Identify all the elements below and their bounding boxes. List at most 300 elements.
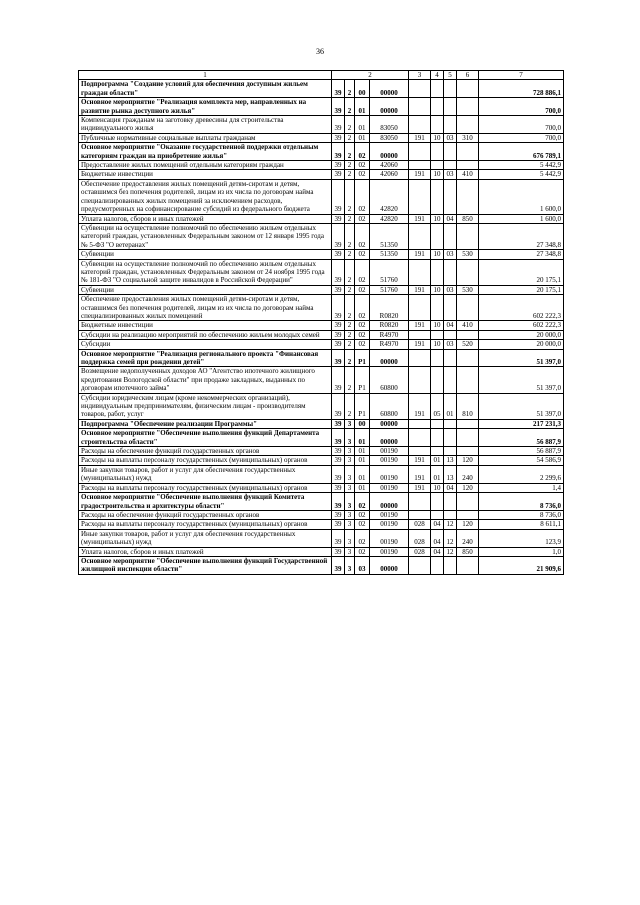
row-code-cell: 00190	[370, 465, 409, 483]
row-sum-cell: 700,0	[479, 98, 564, 116]
row-code-cell: 850	[457, 547, 479, 556]
row-code-cell: 191	[409, 465, 431, 483]
row-name-cell: Возмещение недополученных доходов АО "Агентство ипотечного жилищного кредитования Вологодской области" при продаже закладных, выданных по договорам ипотечного займа"	[79, 367, 332, 393]
row-code-cell	[431, 447, 444, 456]
row-code-cell: 39	[332, 465, 345, 483]
table-row	[79, 250, 564, 259]
row-code-cell	[431, 429, 444, 447]
row-code-cell: 39	[332, 250, 345, 259]
row-sum-cell: 728 886,1	[479, 80, 564, 98]
table-row	[79, 259, 564, 285]
row-sum-cell: 700,0	[479, 116, 564, 134]
row-code-cell	[431, 80, 444, 98]
header-cell: 2	[332, 71, 409, 80]
table-row	[79, 456, 564, 465]
row-code-cell: 2	[345, 80, 355, 98]
row-code-cell	[409, 98, 431, 116]
row-code-cell: 02	[355, 179, 370, 214]
row-code-cell: R4970	[370, 340, 409, 349]
row-name-cell: Расходы на выплаты персоналу государственных (муниципальных) органов	[79, 483, 332, 492]
row-code-cell: 02	[355, 520, 370, 529]
row-sum-cell: 5 442,9	[479, 161, 564, 170]
row-code-cell: 02	[355, 321, 370, 330]
row-name-cell: Предоставление жилых помещений отдельным категориям граждан	[79, 161, 332, 170]
row-name-cell: Обеспечение предоставления жилых помещений детям-сиротам и детям, оставшимся без попечения родителей, лицам из их числа по договорам найма специализированных жилых помещений за исключением расходов, предусмотренных на софинансирование субсидий из федерального бюджета	[79, 179, 332, 214]
row-code-cell: 191	[409, 133, 431, 142]
budget-table	[78, 70, 564, 575]
row-code-cell: 02	[355, 223, 370, 249]
row-code-cell: 03	[444, 250, 457, 259]
row-code-cell	[431, 556, 444, 574]
row-code-cell	[444, 80, 457, 98]
row-code-cell: 2	[345, 214, 355, 223]
row-code-cell	[431, 493, 444, 511]
table-body	[79, 80, 564, 574]
table-row	[79, 133, 564, 142]
row-code-cell: 39	[332, 510, 345, 519]
row-code-cell	[409, 556, 431, 574]
row-name-cell: Компенсация гражданам на заготовку древесины для строительства индивидуального жилья	[79, 116, 332, 134]
row-code-cell: 00000	[370, 98, 409, 116]
row-code-cell: 3	[345, 465, 355, 483]
row-code-cell	[409, 447, 431, 456]
row-code-cell: 51760	[370, 285, 409, 294]
row-code-cell	[431, 223, 444, 249]
table-row	[79, 214, 564, 223]
row-code-cell: 39	[332, 340, 345, 349]
row-code-cell	[409, 493, 431, 511]
row-code-cell: 02	[355, 143, 370, 161]
row-code-cell	[431, 161, 444, 170]
table-row	[79, 170, 564, 179]
row-code-cell	[444, 493, 457, 511]
row-sum-cell: 8 611,1	[479, 520, 564, 529]
row-code-cell: 240	[457, 529, 479, 547]
row-code-cell: 39	[332, 419, 345, 428]
row-code-cell: 10	[431, 250, 444, 259]
row-code-cell: 2	[345, 143, 355, 161]
row-code-cell: 00190	[370, 510, 409, 519]
row-code-cell	[457, 80, 479, 98]
row-sum-cell: 676 789,1	[479, 143, 564, 161]
row-name-cell: Основное мероприятие "Обеспечение выполнения функций Комитета градостроительства и архитектуры области"	[79, 493, 332, 511]
table-row	[79, 285, 564, 294]
row-name-cell: Расходы на обеспечение функций государственных органов	[79, 447, 332, 456]
row-code-cell: 2	[345, 179, 355, 214]
table-row	[79, 510, 564, 519]
row-code-cell: 10	[431, 321, 444, 330]
row-code-cell: 03	[444, 340, 457, 349]
row-code-cell: 00000	[370, 429, 409, 447]
row-code-cell: 2	[345, 285, 355, 294]
row-code-cell: 04	[431, 529, 444, 547]
row-code-cell: 03	[444, 133, 457, 142]
row-code-cell: 2	[345, 295, 355, 321]
row-code-cell: 39	[332, 161, 345, 170]
row-code-cell	[457, 419, 479, 428]
row-name-cell: Субсидии на реализацию мероприятий по обеспечению жильем молодых семей	[79, 330, 332, 339]
row-code-cell: 03	[444, 285, 457, 294]
row-sum-cell: 5 442,9	[479, 170, 564, 179]
row-code-cell: 00190	[370, 529, 409, 547]
table-row	[79, 367, 564, 393]
row-code-cell	[444, 179, 457, 214]
row-code-cell: 3	[345, 447, 355, 456]
row-code-cell	[431, 143, 444, 161]
row-name-cell: Субсидии юридическим лицам (кроме некоммерческих организаций), индивидуальным предпринимателям, физическим лицам - производителям товаров, работ, услуг	[79, 393, 332, 419]
row-code-cell: 39	[332, 98, 345, 116]
row-code-cell: 810	[457, 393, 479, 419]
row-code-cell: 01	[355, 429, 370, 447]
row-code-cell	[457, 429, 479, 447]
table-row	[79, 447, 564, 456]
row-code-cell: 3	[345, 456, 355, 465]
row-code-cell: R0820	[370, 321, 409, 330]
row-code-cell: 2	[345, 330, 355, 339]
row-code-cell: 2	[345, 116, 355, 134]
row-code-cell: 04	[444, 321, 457, 330]
row-code-cell: 00	[355, 419, 370, 428]
row-code-cell	[431, 116, 444, 134]
table-row	[79, 223, 564, 249]
row-code-cell: 120	[457, 520, 479, 529]
row-name-cell: Субсидии	[79, 340, 332, 349]
row-code-cell: 2	[345, 367, 355, 393]
row-code-cell: 02	[355, 295, 370, 321]
table-row	[79, 295, 564, 321]
row-sum-cell: 8 736,0	[479, 493, 564, 511]
row-code-cell	[444, 116, 457, 134]
row-code-cell: 39	[332, 367, 345, 393]
row-code-cell: 191	[409, 285, 431, 294]
row-code-cell	[409, 367, 431, 393]
row-sum-cell: 21 909,6	[479, 556, 564, 574]
row-code-cell: 42060	[370, 170, 409, 179]
row-code-cell: 39	[332, 349, 345, 367]
row-code-cell: 00000	[370, 493, 409, 511]
row-code-cell: 028	[409, 520, 431, 529]
row-code-cell: 191	[409, 321, 431, 330]
row-code-cell: 120	[457, 456, 479, 465]
row-code-cell: 05	[431, 393, 444, 419]
row-sum-cell: 51 397,0	[479, 349, 564, 367]
row-code-cell: 01	[355, 133, 370, 142]
row-sum-cell: 20 000,0	[479, 330, 564, 339]
row-code-cell: 310	[457, 133, 479, 142]
row-code-cell	[444, 98, 457, 116]
row-code-cell: 02	[355, 161, 370, 170]
row-code-cell: 03	[355, 556, 370, 574]
row-code-cell: 191	[409, 250, 431, 259]
row-name-cell: Иные закупки товаров, работ и услуг для обеспечения государственных (муниципальных) нужд	[79, 465, 332, 483]
row-code-cell: 10	[431, 214, 444, 223]
row-code-cell: 39	[332, 295, 345, 321]
row-code-cell: 39	[332, 321, 345, 330]
row-sum-cell: 602 222,3	[479, 321, 564, 330]
row-code-cell: 39	[332, 556, 345, 574]
header-cell: 1	[79, 71, 332, 80]
row-code-cell: 00000	[370, 349, 409, 367]
row-code-cell: 191	[409, 170, 431, 179]
table-row	[79, 529, 564, 547]
row-code-cell	[431, 367, 444, 393]
row-code-cell: 02	[355, 493, 370, 511]
row-code-cell	[444, 349, 457, 367]
row-code-cell: 04	[444, 483, 457, 492]
row-code-cell	[457, 259, 479, 285]
row-code-cell: 3	[345, 520, 355, 529]
row-code-cell: 39	[332, 429, 345, 447]
table-row	[79, 547, 564, 556]
row-code-cell	[457, 223, 479, 249]
row-code-cell: 00190	[370, 547, 409, 556]
row-code-cell: 410	[457, 321, 479, 330]
row-code-cell: 3	[345, 556, 355, 574]
row-code-cell: 01	[444, 393, 457, 419]
row-name-cell: Бюджетные инвестиции	[79, 321, 332, 330]
row-code-cell: 51350	[370, 223, 409, 249]
row-code-cell	[409, 419, 431, 428]
table-row	[79, 483, 564, 492]
row-code-cell: R4970	[370, 330, 409, 339]
row-code-cell	[457, 367, 479, 393]
row-code-cell	[409, 295, 431, 321]
row-code-cell: P1	[355, 349, 370, 367]
row-code-cell: 12	[444, 520, 457, 529]
row-code-cell: 02	[355, 529, 370, 547]
row-code-cell: 04	[431, 520, 444, 529]
row-code-cell: 191	[409, 456, 431, 465]
row-code-cell	[444, 447, 457, 456]
row-code-cell: 12	[444, 529, 457, 547]
row-name-cell: Обеспечение предоставления жилых помещений детям-сиротам и детям, оставшимся без попечения родителей, лицам из их числа по договорам найма специализированных жилых помещений	[79, 295, 332, 321]
row-code-cell: 60800	[370, 393, 409, 419]
row-code-cell: 01	[355, 456, 370, 465]
row-code-cell	[444, 556, 457, 574]
row-code-cell: 01	[431, 456, 444, 465]
row-code-cell: 13	[444, 465, 457, 483]
row-code-cell: 02	[355, 510, 370, 519]
row-code-cell	[431, 259, 444, 285]
row-sum-cell: 1 600,0	[479, 214, 564, 223]
row-code-cell: 12	[444, 547, 457, 556]
row-code-cell: 03	[444, 170, 457, 179]
row-code-cell	[409, 349, 431, 367]
row-code-cell: 3	[345, 483, 355, 492]
row-code-cell: 240	[457, 465, 479, 483]
row-code-cell	[409, 223, 431, 249]
row-code-cell: 39	[332, 179, 345, 214]
row-code-cell: 191	[409, 340, 431, 349]
row-name-cell: Основное мероприятие "Обеспечение выполнения функций Государственной жилищной инспекции области"	[79, 556, 332, 574]
row-code-cell: 39	[332, 170, 345, 179]
row-code-cell: 191	[409, 393, 431, 419]
row-name-cell: Расходы на выплаты персоналу государственных (муниципальных) органов	[79, 520, 332, 529]
table-row	[79, 340, 564, 349]
row-sum-cell: 20 175,1	[479, 285, 564, 294]
table-row	[79, 493, 564, 511]
row-code-cell: 2	[345, 170, 355, 179]
row-code-cell: 02	[355, 285, 370, 294]
row-code-cell: 39	[332, 223, 345, 249]
row-sum-cell: 51 397,0	[479, 367, 564, 393]
row-code-cell: 00000	[370, 143, 409, 161]
row-code-cell: 39	[332, 393, 345, 419]
row-code-cell: 13	[444, 456, 457, 465]
row-code-cell: 01	[355, 447, 370, 456]
row-code-cell: 530	[457, 250, 479, 259]
row-name-cell: Основное мероприятие "Реализация комплекта мер, направленных на развитие рынка доступного жилья"	[79, 98, 332, 116]
row-code-cell: 39	[332, 547, 345, 556]
row-code-cell	[431, 510, 444, 519]
row-sum-cell: 700,0	[479, 133, 564, 142]
row-code-cell	[444, 330, 457, 339]
row-code-cell	[457, 493, 479, 511]
row-name-cell: Бюджетные инвестиции	[79, 170, 332, 179]
row-sum-cell: 20 175,1	[479, 259, 564, 285]
header-cell: 3	[409, 71, 431, 80]
row-code-cell	[431, 295, 444, 321]
row-code-cell: 39	[332, 259, 345, 285]
row-code-cell: 42820	[370, 214, 409, 223]
table-row	[79, 116, 564, 134]
row-code-cell: 39	[332, 529, 345, 547]
row-name-cell: Уплата налогов, сборов и иных платежей	[79, 214, 332, 223]
row-name-cell: Основное мероприятие "Обеспечение выполнения функций Департамента строительства области"	[79, 429, 332, 447]
row-sum-cell: 51 397,0	[479, 393, 564, 419]
row-code-cell: 2	[345, 349, 355, 367]
row-code-cell	[457, 295, 479, 321]
row-sum-cell: 123,9	[479, 529, 564, 547]
row-code-cell	[444, 143, 457, 161]
row-name-cell: Подпрограмма "Создание условий для обеспечения доступным жильем граждан области"	[79, 80, 332, 98]
row-code-cell: 02	[355, 330, 370, 339]
row-code-cell: 028	[409, 529, 431, 547]
row-sum-cell: 1,0	[479, 547, 564, 556]
row-code-cell: 02	[355, 170, 370, 179]
table-row	[79, 419, 564, 428]
row-sum-cell: 1,4	[479, 483, 564, 492]
table-row	[79, 321, 564, 330]
row-code-cell	[444, 510, 457, 519]
table-row	[79, 143, 564, 161]
row-sum-cell: 27 348,8	[479, 223, 564, 249]
table-row	[79, 349, 564, 367]
row-code-cell: 01	[355, 465, 370, 483]
row-sum-cell: 27 348,8	[479, 250, 564, 259]
table-row	[79, 429, 564, 447]
row-code-cell	[409, 143, 431, 161]
row-code-cell: 02	[355, 214, 370, 223]
row-sum-cell: 602 222,3	[479, 295, 564, 321]
table-row	[79, 520, 564, 529]
row-code-cell	[457, 179, 479, 214]
page-number: 36	[316, 47, 324, 56]
row-code-cell: 00190	[370, 456, 409, 465]
row-sum-cell: 217 231,3	[479, 419, 564, 428]
row-code-cell: 83050	[370, 133, 409, 142]
row-code-cell: 51350	[370, 250, 409, 259]
row-code-cell: 39	[332, 447, 345, 456]
row-code-cell: 2	[345, 340, 355, 349]
row-code-cell	[457, 349, 479, 367]
row-code-cell: 3	[345, 493, 355, 511]
row-name-cell: Основное мероприятие "Оказание государственной поддержки отдельным категориям граждан на приобретение жилья"	[79, 143, 332, 161]
row-code-cell: 39	[332, 133, 345, 142]
table-row	[79, 393, 564, 419]
row-code-cell	[457, 143, 479, 161]
table-row	[79, 161, 564, 170]
row-code-cell: 410	[457, 170, 479, 179]
row-code-cell: 39	[332, 330, 345, 339]
row-code-cell: 39	[332, 143, 345, 161]
row-code-cell: 00000	[370, 556, 409, 574]
row-code-cell: 850	[457, 214, 479, 223]
row-code-cell: P1	[355, 367, 370, 393]
row-code-cell: 39	[332, 456, 345, 465]
row-code-cell: 02	[355, 547, 370, 556]
row-name-cell: Уплата налогов, сборов и иных платежей	[79, 547, 332, 556]
row-name-cell: Публичные нормативные социальные выплаты гражданам	[79, 133, 332, 142]
row-name-cell: Субвенции	[79, 250, 332, 259]
row-code-cell: 2	[345, 161, 355, 170]
row-name-cell: Подпрограмма "Обеспечение реализации Программы"	[79, 419, 332, 428]
row-code-cell	[444, 295, 457, 321]
row-code-cell: 2	[345, 321, 355, 330]
row-code-cell: 39	[332, 80, 345, 98]
row-code-cell: 01	[431, 465, 444, 483]
header-cell: 5	[444, 71, 457, 80]
row-name-cell: Субвенции на осуществление полномочий по обеспечению жильем отдельных категорий граждан, установленных Федеральным законом от 12 января 1995 года № 5-ФЗ "О ветеранах"	[79, 223, 332, 249]
row-code-cell	[409, 330, 431, 339]
row-code-cell: 2	[345, 98, 355, 116]
row-name-cell: Субвенции	[79, 285, 332, 294]
row-code-cell	[409, 161, 431, 170]
header-cell: 7	[479, 71, 564, 80]
table-row	[79, 465, 564, 483]
row-code-cell: 02	[355, 250, 370, 259]
row-code-cell	[431, 349, 444, 367]
row-code-cell: 02	[355, 340, 370, 349]
row-code-cell: 00190	[370, 520, 409, 529]
header-row	[79, 71, 564, 80]
row-code-cell: 10	[431, 483, 444, 492]
row-code-cell: R0820	[370, 295, 409, 321]
table-row	[79, 80, 564, 98]
row-code-cell	[457, 447, 479, 456]
row-code-cell: 3	[345, 547, 355, 556]
row-code-cell	[444, 259, 457, 285]
row-code-cell: 10	[431, 170, 444, 179]
row-code-cell: 01	[355, 98, 370, 116]
row-code-cell: 83050	[370, 116, 409, 134]
row-name-cell: Иные закупки товаров, работ и услуг для обеспечения государственных (муниципальных) нужд	[79, 529, 332, 547]
row-code-cell: 2	[345, 133, 355, 142]
row-code-cell	[457, 510, 479, 519]
row-sum-cell: 56 887,9	[479, 429, 564, 447]
row-name-cell: Расходы на выплаты персоналу государственных (муниципальных) органов	[79, 456, 332, 465]
row-code-cell	[457, 161, 479, 170]
row-name-cell: Основное мероприятие "Реализация регионального проекта "Финансовая поддержка семей при рождении детей"	[79, 349, 332, 367]
row-code-cell: 00000	[370, 419, 409, 428]
row-code-cell	[409, 179, 431, 214]
table-row	[79, 98, 564, 116]
row-code-cell: 00	[355, 80, 370, 98]
row-code-cell	[431, 98, 444, 116]
row-code-cell	[431, 330, 444, 339]
header-cell: 6	[457, 71, 479, 80]
row-code-cell: 191	[409, 214, 431, 223]
